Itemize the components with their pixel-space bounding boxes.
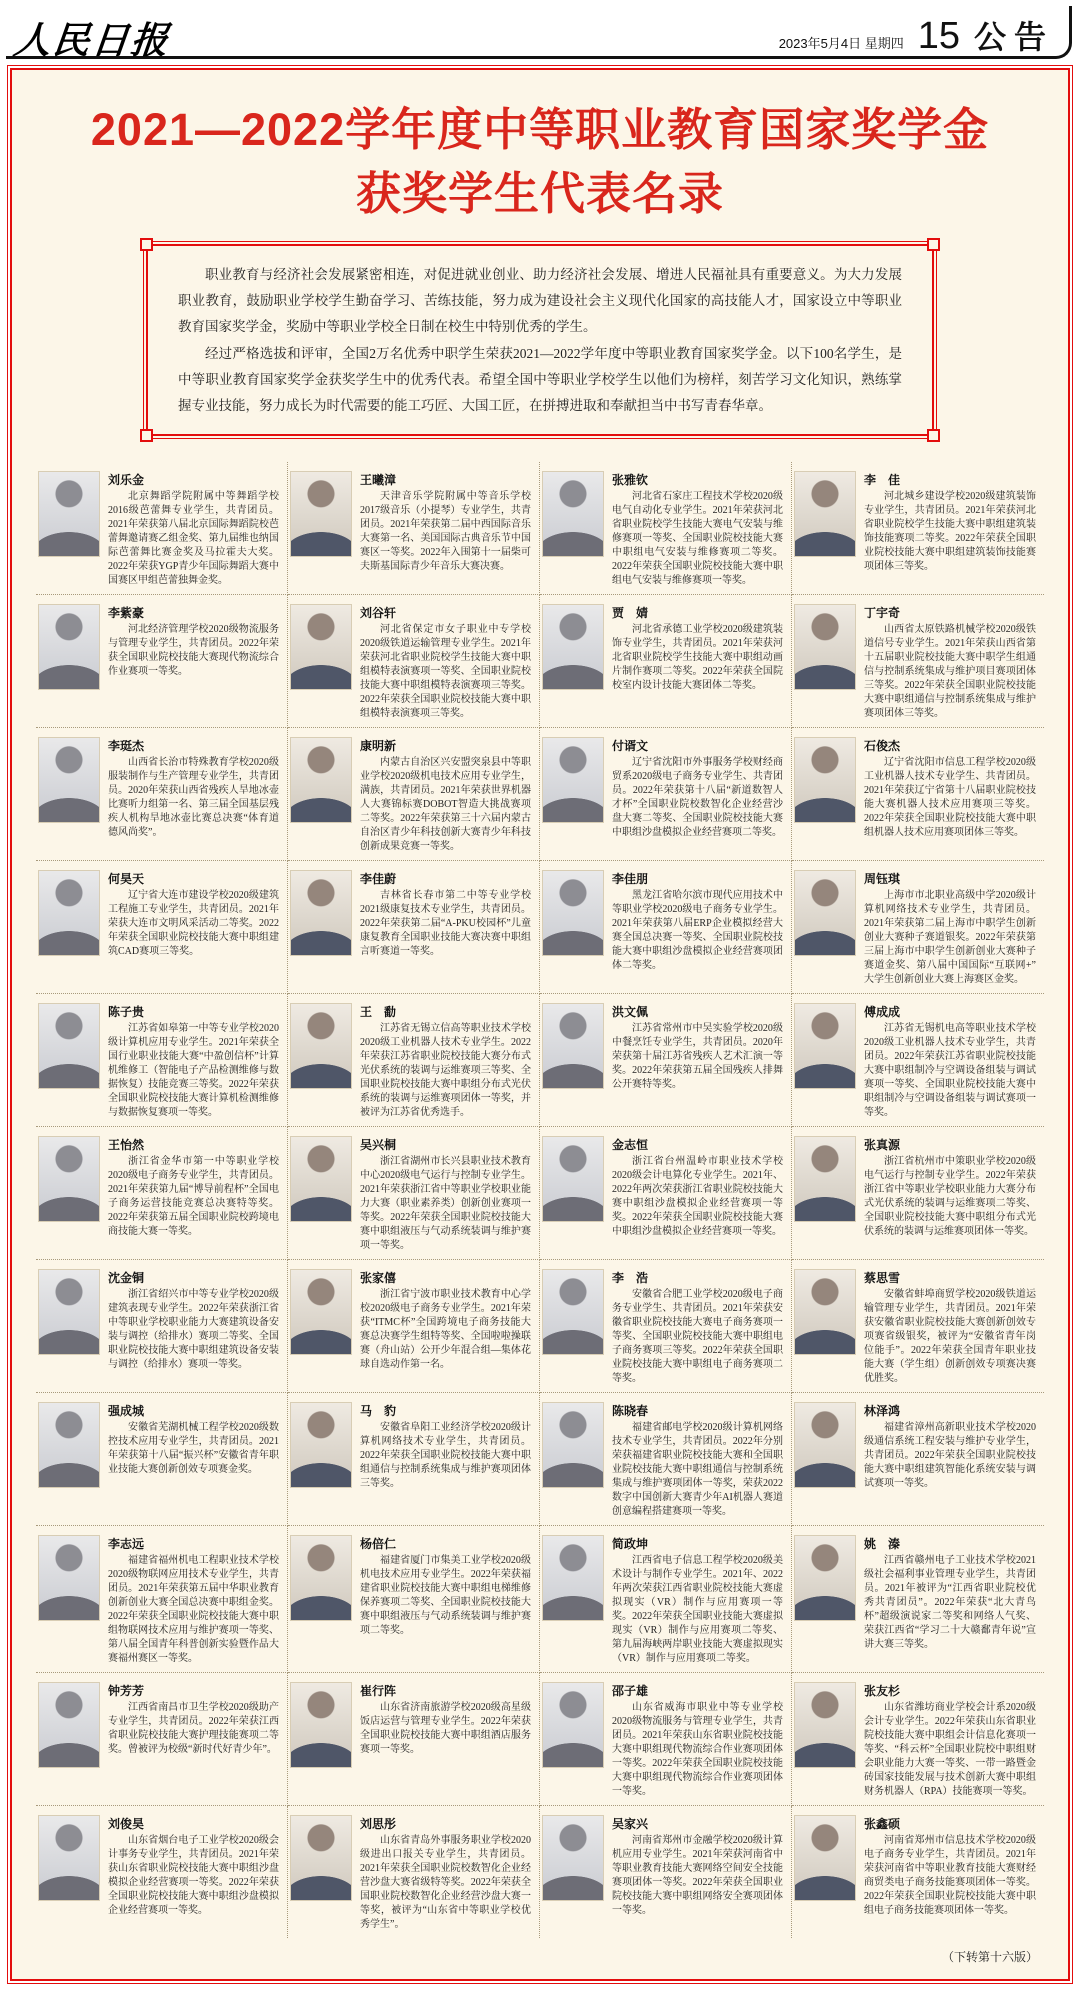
student-name: 王曦漳: [360, 472, 397, 487]
student-text: [360, 1136, 531, 1253]
student-name: 马 豹: [360, 1403, 397, 1418]
student-name: 钟芳芳: [108, 1683, 145, 1698]
student-bio: 天津音乐学院附属中等音乐学校2017级音乐（小提琴）专业学生，共青团员。2021年荣获第二届中西国际音乐大赛第一名、美国国际古典音乐节中国赛区一等奖。2022年入围第十一届柴可夫斯基国际青少年音乐大赛决赛。: [360, 490, 531, 572]
student-bio: 山东省潍坊商业学校会计系2020级会计专业学生。2022年荣获山东省职业院校技能大赛中职组会计信息化赛项一等奖、“科云杯”全国职业院校中职组财会职业能力大赛一等奖、一带一路暨金砖国家技能发展与技术创新大赛中职组财务机器人（RPA）技能赛项一等奖。: [864, 1701, 1036, 1797]
student-name: 金志恒: [612, 1137, 649, 1152]
student-text: [108, 471, 279, 588]
intro-paragraph-1: 职业教育与经济社会发展紧密相连，对促进就业创业、助力经济社会发展、增进人民福祉具有重要意义。为大力发展职业教育，鼓励职业学校学生勤奋学习、苦练技能，努力成为建设社会主义现代化国家的高技能人才，国家设立中等职业教育国家奖学金，奖励中等职业学校全日制在校生中特别优秀的学生。: [178, 266, 902, 335]
student-bio: 山东省济南旅游学校2020级高星级饭店运营与管理专业学生。2022年荣获全国职业院校技能大赛中职组酒店服务赛项一等奖。: [360, 1701, 531, 1755]
student-entry: [36, 861, 288, 994]
student-text: [864, 1815, 1036, 1932]
student-entry: [36, 462, 288, 595]
student-text: [360, 870, 531, 987]
student-photo: [290, 1682, 352, 1768]
student-photo: [290, 870, 352, 956]
student-text: [108, 1535, 279, 1666]
student-text: [360, 1815, 531, 1932]
student-text: [612, 1136, 783, 1253]
student-photo: [290, 1003, 352, 1089]
student-bio: 浙江省宁波市职业技术教育中心学校2020级电子商务专业学生。2021年荣获“ITMC杯”全国跨境电子商务技能大赛总决赛学生组特等奖、全国啦啦操联赛（舟山站）公开少年混合组—集体花球自选动作第一名。: [360, 1288, 531, 1370]
student-photo: [794, 604, 856, 690]
student-text: [360, 604, 531, 721]
student-bio: 河南省郑州市信息技术学校2020级电子商务专业学生，共青团员。2021年荣获河南省中等职业教育技能大赛财经商贸类电子商务技能赛项团体一等奖。2022年荣获全国职业院校技能大赛中职组电子商务技能赛项团体一等奖。: [864, 1834, 1036, 1916]
student-entry: [36, 1127, 288, 1260]
student-bio: 江西省赣州电子工业技术学校2021级社会福利事业管理专业学生，共青团员。2021年被评为“江西省职业院校优秀共青团员”。2022年荣获“北大青鸟杯”超级演说家二等奖和网络人气奖、荣获江西省“学习二十大赣鄱青年说”宣讲大赛三等奖。: [864, 1554, 1036, 1650]
student-bio: 河北城乡建设学校2020级建筑装饰专业学生，共青团员。2021年荣获河北省职业院校学生技能大赛中职组建筑装饰技能赛项二等奖。2022年荣获全国职业院校技能大赛中职组建筑装饰技能赛项团体三等奖。: [864, 490, 1036, 572]
student-name: 强成城: [108, 1403, 145, 1418]
student-text: [612, 870, 783, 987]
student-name: 蔡思雪: [864, 1270, 901, 1285]
student-photo: [290, 604, 352, 690]
student-text: [864, 1535, 1036, 1666]
student-bio: 安徽省合肥工业学校2020级电子商务专业学生、共青团员。2021年荣获安徽省职业院校技能大赛电子商务赛项一等奖、全国职业院校技能大赛中职组电子商务赛项三等奖。2022年荣获全国职业院校技能大赛中职组电子商务赛项二等奖。: [612, 1288, 783, 1384]
student-text: [612, 604, 783, 721]
student-photo: [542, 1535, 604, 1621]
student-text: [864, 1136, 1036, 1253]
student-text: [360, 471, 531, 588]
student-entry: [792, 1393, 1044, 1526]
student-entry: [288, 728, 540, 861]
student-photo: [38, 1269, 100, 1355]
student-entry: [540, 1127, 792, 1260]
student-entry: [792, 861, 1044, 994]
student-name: 李紫豪: [108, 605, 145, 620]
student-name: 林泽鸿: [864, 1403, 901, 1418]
student-name: 崔行阵: [360, 1683, 397, 1698]
student-name: 李佳朋: [612, 871, 649, 886]
student-photo: [794, 870, 856, 956]
student-bio: 山西省太原铁路机械学校2020级铁道信号专业学生。2021年荣获山西省第十五届职业院校技能大赛中职学生组通信与控制系统集成与维护项目赛项团体三等奖。2022年荣获全国职业院校技能大赛中职组通信与控制系统集成与维护赛项团体三等奖。: [864, 623, 1036, 719]
student-photo: [794, 471, 856, 557]
student-name: 张雅钦: [612, 472, 649, 487]
intro-corner-ornament: [927, 238, 940, 251]
student-text: [864, 1402, 1036, 1519]
student-photo: [542, 1682, 604, 1768]
student-entry: [792, 1673, 1044, 1806]
student-bio: 安徽省蚌埠商贸学校2020级铁道运输管理专业学生，共青团员。2021年荣获安徽省职业院校技能大赛创新创效专项赛省级银奖，被评为“安徽省青年岗位能手”。2022年荣获全国青年职业技能大赛（学生组）创新创效专项赛决赛优胜奖。: [864, 1288, 1036, 1384]
student-text: [108, 1003, 279, 1120]
student-bio: 北京舞蹈学院附属中等舞蹈学校2016级芭蕾舞专业学生，共青团员。2021年荣获第八届北京国际舞蹈院校芭蕾舞邀请赛乙组金奖、第九届维也纳国际芭蕾舞比赛金奖及马拉霍夫大奖。2022年荣获YGP青少年国际舞蹈大赛中国赛区甲组芭蕾独舞金奖。: [108, 490, 279, 586]
student-name: 张家僖: [360, 1270, 397, 1285]
student-entry: [36, 994, 288, 1127]
student-photo: [542, 1402, 604, 1488]
student-bio: 辽宁省沈阳市信息工程学校2020级工业机器人技术专业学生、共青团员。2021年荣获辽宁省第十八届职业院校技能大赛机器人技术应用赛项三等奖。2022年荣获全国职业院校技能大赛中职组机器人技术应用赛项团体三等奖。: [864, 756, 1036, 838]
student-photo: [794, 1136, 856, 1222]
student-photo: [542, 1269, 604, 1355]
student-entry: [792, 1526, 1044, 1673]
student-photo: [38, 1136, 100, 1222]
masthead-date: 2023年5月4日 星期四: [778, 36, 904, 51]
student-entry: [540, 861, 792, 994]
student-bio: 福建省邮电学校2020级计算机网络技术专业学生，共青团员。2022年分别荣获福建省职业院校技能大赛和全国职业院校技能大赛中职组通信与控制系统集成与维护赛项团体一等奖，荣获2022数字中国创新大赛青少年AI机器人赛道创意编程搭建赛项一等奖。: [612, 1421, 783, 1517]
student-text: [864, 1682, 1036, 1799]
student-name: 王 勫: [360, 1004, 397, 1019]
student-entry: [288, 462, 540, 595]
student-entry: [540, 462, 792, 595]
student-entry: [288, 1260, 540, 1393]
student-photo: [38, 737, 100, 823]
student-name: 陈子贵: [108, 1004, 145, 1019]
student-photo: [290, 1136, 352, 1222]
masthead-section: 公告: [973, 19, 1054, 55]
student-entry: [288, 994, 540, 1127]
student-text: [864, 870, 1036, 987]
student-text: [360, 1402, 531, 1519]
student-text: [360, 1269, 531, 1386]
student-text: [108, 1269, 279, 1386]
student-name: 张友杉: [864, 1683, 901, 1698]
student-bio: 上海市市北职业高级中学2020级计算机网络技术专业学生，共青团员。2021年荣获第二届上海市中职学生创新创业大赛种子赛道银奖。2022年荣获第三届上海市中职学生创新创业大赛种子赛道金奖、第八届中国国际“互联网+”大学生创新创业大赛上海赛区金奖。: [864, 889, 1036, 985]
student-text: [612, 1269, 783, 1386]
intro-corner-ornament: [140, 238, 153, 251]
masthead-page-number: 15: [917, 15, 960, 57]
student-text: [612, 1535, 783, 1666]
student-entry: [288, 861, 540, 994]
student-photo: [794, 1269, 856, 1355]
student-bio: 安徽省阜阳工业经济学校2020级计算机网络技术专业学生，共青团员。2022年荣获全国职业院校技能大赛中职组通信与控制系统集成与维护赛项团体三等奖。: [360, 1421, 531, 1489]
student-name: 李佳蔚: [360, 871, 397, 886]
student-photo: [542, 471, 604, 557]
student-bio: 浙江省台州温岭市职业技术学校2020级会计电算化专业学生。2021年、2022年两次荣获浙江省职业院校技能大赛中职组沙盘模拟企业经营赛项一等奖。2022年荣获全国职业院校技能大赛中职组沙盘模拟企业经营赛项一等奖。: [612, 1155, 783, 1237]
student-photo: [38, 1535, 100, 1621]
student-bio: 浙江省金华市第一中等职业学校2020级电子商务专业学生，共青团员。2021年荣获第九届“博导前程杯”全国电子商务运营技能竞赛总决赛特等奖。2022年荣获第五届全国职业院校跨境电商技能大赛一等奖。: [108, 1155, 279, 1237]
student-name: 张鑫硕: [864, 1816, 901, 1831]
student-text: [360, 1535, 531, 1666]
student-entry: [36, 728, 288, 861]
student-entry: [540, 1806, 792, 1938]
student-name: 付谞文: [612, 738, 649, 753]
student-entry: [288, 1806, 540, 1938]
student-entry: [792, 728, 1044, 861]
student-bio: 黑龙江省哈尔滨市现代应用技术中等职业学校2020级电子商务专业学生。2021年荣获第八届ERP企业模拟经营大赛全国总决赛一等奖、全国职业院校技能大赛中职组沙盘模拟企业经营赛项团体二等奖。: [612, 889, 783, 971]
student-photo: [794, 1003, 856, 1089]
student-bio: 山东省青岛外事服务职业学校2020级进出口报关专业学生，共青团员。2021年荣获全国职业院校数智化企业经营沙盘大赛省级特等奖。2022年荣获全国职业院校数智化企业经营沙盘大赛一等奖，被评为“山东省中等职业学校优秀学生”。: [360, 1834, 531, 1930]
student-name: 李志远: [108, 1536, 145, 1551]
student-name: 丁宇奇: [864, 605, 901, 620]
student-name: 姚 溱: [864, 1536, 901, 1551]
student-entry: [792, 1806, 1044, 1938]
intro-corner-ornament: [927, 429, 940, 442]
page-title-line2: 获奖学生代表名录: [355, 167, 724, 219]
student-name: 王怡然: [108, 1137, 145, 1152]
student-photo: [542, 1003, 604, 1089]
student-text: [612, 1682, 783, 1799]
student-name: 吴兴桐: [360, 1137, 397, 1152]
student-entry: [540, 595, 792, 728]
student-entry: [540, 994, 792, 1127]
student-entry: [792, 994, 1044, 1127]
student-text: [612, 737, 783, 854]
student-bio: 江苏省无锡立信高等职业技术学校2020级工业机器人技术专业学生。2022年荣获江苏省职业院校技能大赛分布式光伏系统的装调与运维赛项三等奖、全国职业院校技能大赛中职组分布式光伏系统的装调与运维赛项团体一等奖，并被评为江苏省优秀选手。: [360, 1022, 531, 1118]
student-name: 吴家兴: [612, 1816, 649, 1831]
student-text: [108, 1815, 279, 1932]
student-text: [360, 1003, 531, 1120]
intro-paragraph-2: 经过严格选拔和评审，全国2万名优秀中职学生荣获2021—2022学年度中等职业教育国家奖学金。以下100名学生，是中等职业教育国家奖学金获奖学生中的优秀代表。希望全国中等职业学校学生以他们为榜样，刻苦学习文化知识，熟练掌握专业技能，努力成长为时代需要的能工巧匠、大国工匠，在拼搏进取和奉献担当中书写青春华章。: [178, 345, 902, 414]
student-name: 刘乐金: [108, 472, 145, 487]
student-photo: [542, 870, 604, 956]
student-bio: 福建省福州机电工程职业技术学校2020级物联网应用技术专业学生，共青团员。2021年荣获第五届中华职业教育创新创业大赛全国总决赛中职组金奖。2022年荣获全国职业院校技能大赛中职组物联网技术应用与维护赛项一等奖、第八届全国青年科普创新实验暨作品大赛福州赛区一等奖。: [108, 1554, 279, 1664]
student-text: [108, 1682, 279, 1799]
student-bio: 江苏省常州市中吴实验学校2020级中餐烹饪专业学生，共青团员。2020年荣获第十届江苏省残疾人艺术汇演一等奖。2022年荣获第五届全国残疾人排舞公开赛特等奖。: [612, 1022, 783, 1090]
student-entry: [540, 1393, 792, 1526]
student-name: 李珽杰: [108, 738, 145, 753]
masthead-right: [779, 12, 1054, 58]
student-name: 何昊天: [108, 871, 145, 886]
student-bio: 福建省厦门市集美工业学校2020级机电技术应用专业学生。2022年荣获福建省职业院校技能大赛中职组电梯维修保养赛项二等奖、全国职业院校技能大赛中职组液压与气动系统装调与维护赛项二等奖。: [360, 1554, 531, 1636]
student-text: [864, 737, 1036, 854]
student-text: [612, 1815, 783, 1932]
student-entry: [540, 728, 792, 861]
student-photo: [794, 1682, 856, 1768]
student-entry: [288, 595, 540, 728]
student-bio: 河北省石家庄工程技术学校2020级电气自动化专业学生。2021年荣获河北省职业院校学生技能大赛电气安装与维修赛项一等奖、全国职业院校技能大赛中职组电气安装与维修赛项二等奖。2022年荣获全国职业院校技能大赛中职组电气安装与维修赛项一等奖。: [612, 490, 783, 586]
content-frame: [10, 68, 1070, 1981]
student-photo: [38, 604, 100, 690]
student-name: 刘思彤: [360, 1816, 397, 1831]
student-text: [612, 1003, 783, 1120]
page-title: [36, 98, 1044, 226]
student-entry: [288, 1526, 540, 1673]
student-bio: 河南省郑州市金融学校2020级计算机应用专业学生。2021年荣获河南省中等职业教育技能大赛网络空间安全技能赛项团体一等奖。2022年荣获全国职业院校技能大赛中职组网络安全赛项团体一等奖。: [612, 1834, 783, 1916]
intro-corner-ornament: [140, 429, 153, 442]
student-text: [360, 737, 531, 854]
student-name: 石俊杰: [864, 738, 901, 753]
student-bio: 河北经济管理学校2020级物流服务与管理专业学生，共青团员。2022年荣获全国职业院校技能大赛现代物流综合作业赛项一等奖。: [108, 623, 279, 677]
masthead: [0, 0, 1080, 62]
student-name: 康明新: [360, 738, 397, 753]
student-name: 简政坤: [612, 1536, 649, 1551]
student-bio: 山东省烟台电子工业学校2020级会计事务专业学生，共青团员。2021年荣获山东省职业院校技能大赛中职组沙盘模拟企业经营赛项一等奖。2022年荣获全国职业院校技能大赛中职组沙盘模拟企业经营赛项一等奖。: [108, 1834, 279, 1916]
student-photo: [290, 1269, 352, 1355]
student-photo: [794, 1535, 856, 1621]
student-bio: 浙江省湖州市长兴县职业技术教育中心2020级电气运行与控制专业学生。2021年荣获浙江省中等职业学校职业能力大赛（职业素养类）创新创业赛项一等奖。2022年荣获全国职业院校技能大赛中职组液压与气动系统装调与维护赛项一等奖。: [360, 1155, 531, 1251]
student-photo: [542, 737, 604, 823]
student-photo: [290, 1815, 352, 1901]
student-bio: 内蒙古自治区兴安盟突泉县中等职业学校2020级机电技术应用专业学生，满族，共青团员。2021年荣获世界机器人大赛锦标赛DOBOT智造大挑战赛项二等奖。2022年荣获第三十六届内蒙古自治区青少年科技创新大赛青少年科技创新成果竞赛一等奖。: [360, 756, 531, 852]
student-bio: 浙江省杭州市中策职业学校2020级电气运行与控制专业学生。2022年荣获浙江省中等职业学校职业能力大赛分布式光伏系统的装调与运维赛项二等奖、全国职业院校技能大赛中职组分布式光伏系统的装调与运维赛项团体一等奖。: [864, 1155, 1036, 1237]
student-bio: 河北省保定市女子职业中专学校2020级铁道运输管理专业学生。2021年荣获河北省职业院校学生技能大赛中职组模特表演赛项一等奖、全国职业院校技能大赛中职组模特表演赛项三等奖。2022年荣获全国职业院校技能大赛中职组模特表演赛项三等奖。: [360, 623, 531, 719]
student-text: [612, 471, 783, 588]
student-photo: [794, 737, 856, 823]
student-entry: [792, 462, 1044, 595]
masthead-logo: 人民日报: [11, 18, 172, 62]
student-entry: [36, 1673, 288, 1806]
student-photo: [794, 1815, 856, 1901]
student-entry: [36, 595, 288, 728]
student-name: 邵子雄: [612, 1683, 649, 1698]
student-name: 周钰琪: [864, 871, 901, 886]
student-name: 沈金铜: [108, 1270, 145, 1285]
student-text: [864, 1269, 1036, 1386]
page-title-line1: 2021—2022学年度中等职业教育国家奖学金: [90, 104, 990, 155]
student-entry: [36, 1260, 288, 1393]
student-name: 刘俊昊: [108, 1816, 145, 1831]
student-bio: 福建省漳州高新职业技术学校2020级通信系统工程安装与维护专业学生，共青团员。2022年荣获全国职业院校技能大赛中职组建筑智能化系统安装与调试赛项一等奖。: [864, 1421, 1036, 1489]
students-grid: [36, 462, 1044, 1938]
student-text: [360, 1682, 531, 1799]
student-bio: 辽宁省沈阳市外事服务学校财经商贸系2020级电子商务专业学生、共青团员。2022年荣获第十八届“新道数智人才杯”全国职业院校数智化企业经营沙盘大赛二等奖、全国职业院校技能大赛中职组沙盘模拟企业经营赛项二等奖。: [612, 756, 783, 838]
student-text: [612, 1402, 783, 1519]
student-entry: [540, 1526, 792, 1673]
student-name: 杨倍仁: [360, 1536, 397, 1551]
student-bio: 辽宁省大连市建设学校2020级建筑工程施工专业学生，共青团员。2021年荣获大连市文明风采活动二等奖。2022年荣获全国职业院校技能大赛中职组建筑CAD赛项三等奖。: [108, 889, 279, 957]
student-entry: [540, 1260, 792, 1393]
student-photo: [38, 1815, 100, 1901]
student-text: [108, 1402, 279, 1519]
student-name: 张真源: [864, 1137, 901, 1152]
student-text: [108, 604, 279, 721]
student-bio: 浙江省绍兴市中等专业学校2020级建筑表现专业学生。2022年荣获浙江省中等职业学校职业能力大赛建筑设备安装与调控（给排水）赛项二等奖、全国职业院校技能大赛中职组建筑设备安装与调控（给排水）赛项一等奖。: [108, 1288, 279, 1370]
student-bio: 江西省电子信息工程学校2020级美术设计与制作专业学生。2021年、2022年两次荣获江西省职业院校技能大赛虚拟现实（VR）制作与应用赛项一等奖。2022年荣获全国职业技能大赛虚拟现实（VR）制作与应用赛项二等奖、第九届海峡两岸职业技能大赛虚拟现实（VR）制作与应用赛项二等奖。: [612, 1554, 783, 1664]
student-photo: [542, 604, 604, 690]
student-entry: [288, 1127, 540, 1260]
student-entry: [36, 1526, 288, 1673]
student-name: 陈晓春: [612, 1403, 649, 1418]
student-text: [864, 1003, 1036, 1120]
student-entry: [792, 595, 1044, 728]
student-photo: [38, 1682, 100, 1768]
student-name: 李 佳: [864, 472, 901, 487]
student-bio: 山西省长治市特殊教育学校2020级服装制作与生产管理专业学生，共青团员。2020年荣获山西省残疾人旱地冰壶比赛听力组第一名、第三届全国基层残疾人机构旱地冰壶比赛总决赛“体育道德风尚奖”。: [108, 756, 279, 838]
student-photo: [38, 471, 100, 557]
student-photo: [542, 1136, 604, 1222]
student-name: 李 浩: [612, 1270, 649, 1285]
student-text: [864, 604, 1036, 721]
student-photo: [38, 1003, 100, 1089]
student-bio: 江苏省如皋第一中等专业学校2020级计算机应用专业学生。2021年荣获全国行业职业技能大赛“中盈创信杯”计算机维修工（智能电子产品检测维修与数据恢复）技能竞赛三等奖。2022年荣获全国职业院校技能大赛计算机检测维修与数据恢复赛项一等奖。: [108, 1022, 279, 1118]
student-bio: 河北省承德工业学校2020级建筑装饰专业学生，共青团员。2021年荣获河北省职业院校学生技能大赛中职组动画片制作赛项二等奖。2022年荣获全国院校室内设计技能大赛团体二等奖。: [612, 623, 783, 691]
student-name: 贾 婧: [612, 605, 649, 620]
student-photo: [794, 1402, 856, 1488]
student-bio: 山东省威海市职业中等专业学校2020级物流服务与管理专业学生，共青团员。2021年荣获山东省职业院校技能大赛中职组现代物流综合作业赛项团体一等奖。2022年荣获全国职业院校技能大赛中职组现代物流综合作业赛项团体一等奖。: [612, 1701, 783, 1797]
intro-box: [146, 244, 934, 436]
student-entry: [36, 1393, 288, 1526]
student-text: [108, 737, 279, 854]
continuation-note: （下转第十六版）: [941, 1949, 1038, 1964]
student-bio: 安徽省芜湖机械工程学校2020级数控技术应用专业学生，共青团员。2021年荣获第十八届“振兴杯”安徽省青年职业技能大赛创新创效专项赛金奖。: [108, 1421, 279, 1475]
student-entry: [288, 1393, 540, 1526]
student-photo: [290, 471, 352, 557]
student-entry: [540, 1673, 792, 1806]
student-name: 傅成成: [864, 1004, 901, 1019]
student-name: 洪文佩: [612, 1004, 649, 1019]
student-entry: [36, 1806, 288, 1938]
student-bio: 江苏省无锡机电高等职业技术学校2020级工业机器人技术专业学生，共青团员。2022年荣获江苏省职业院校技能大赛中职组制冷与空调设备组装与调试赛项一等奖、全国职业院校技能大赛中职组制冷与空调设备组装与调试赛项一等奖。: [864, 1022, 1036, 1118]
student-entry: [792, 1260, 1044, 1393]
student-entry: [288, 1673, 540, 1806]
student-photo: [38, 870, 100, 956]
student-photo: [542, 1815, 604, 1901]
student-bio: 吉林省长春市第二中等专业学校2021级康复技术专业学生，共青团员。2022年荣获第二届“A-PKU校园杯”儿童康复教育全国职业技能大赛决赛中职组言听赛道一等奖。: [360, 889, 531, 957]
student-photo: [290, 1535, 352, 1621]
student-photo: [38, 1402, 100, 1488]
student-bio: 江西省南昌市卫生学校2020级助产专业学生，共青团员。2022年荣获江西省职业院校技能大赛护理技能赛项二等奖。曾被评为校级“新时代好青少年”。: [108, 1701, 279, 1755]
student-photo: [290, 1402, 352, 1488]
student-text: [864, 471, 1036, 588]
student-text: [108, 1136, 279, 1253]
student-name: 刘谷轩: [360, 605, 397, 620]
student-photo: [290, 737, 352, 823]
student-text: [108, 870, 279, 987]
student-entry: [792, 1127, 1044, 1260]
